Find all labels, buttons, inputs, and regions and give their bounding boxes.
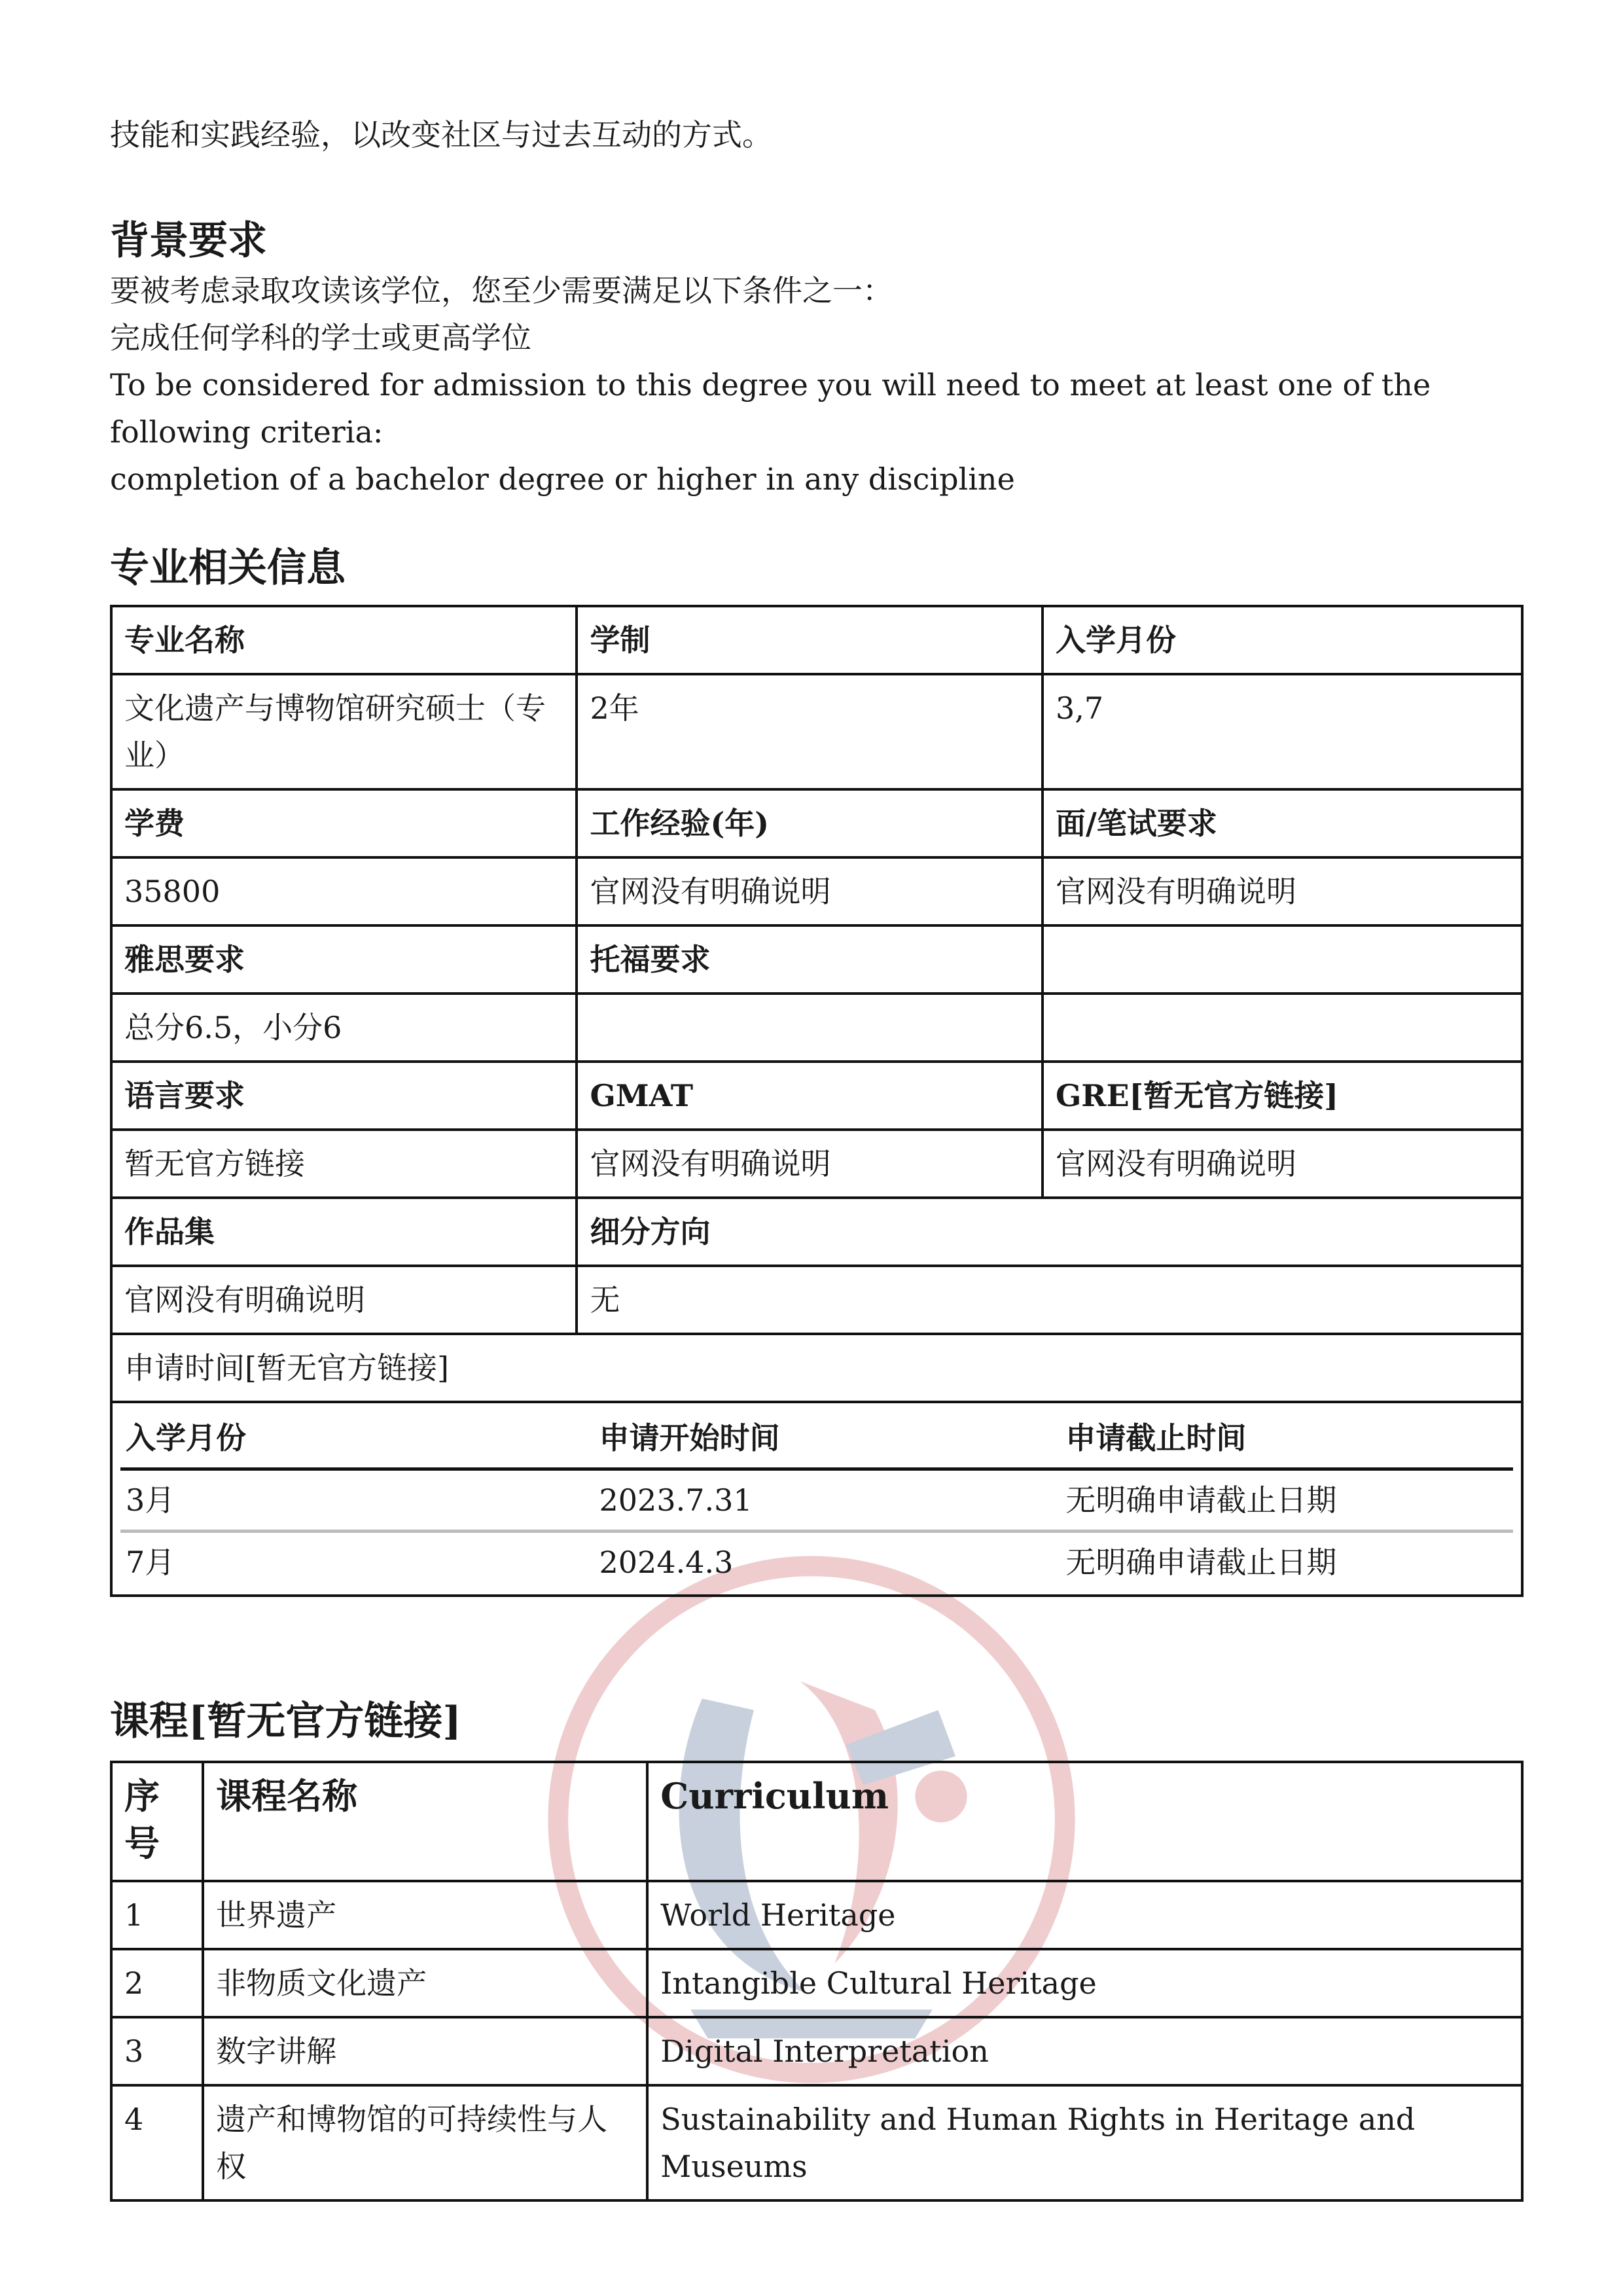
work-experience-label: 工作经验(年) bbox=[577, 789, 1042, 857]
major-label: 专业名称 bbox=[111, 606, 577, 674]
schedule-deadline: 无明确申请截止日期 bbox=[1060, 1469, 1513, 1532]
empty-cell bbox=[1043, 925, 1522, 994]
gmat-label: GMAT bbox=[577, 1062, 1042, 1130]
course-header-index: 序号 bbox=[111, 1762, 203, 1881]
info-heading: 专业相关信息 bbox=[110, 545, 346, 591]
course-curriculum: Sustainability and Human Rights in Heritage and Museums bbox=[647, 2085, 1522, 2200]
application-time-label: 申请时间[暂无官方链接] bbox=[111, 1334, 1522, 1402]
schedule-start: 2024.4.3 bbox=[599, 1545, 734, 1580]
major-value: 文化遗产与博物馆研究硕士（专业） bbox=[111, 674, 577, 789]
background-line-4: completion of a bachelor degree or higher in any discipline bbox=[110, 461, 1015, 497]
gre-value: 官网没有明确说明 bbox=[1043, 1130, 1522, 1198]
duration-value: 2年 bbox=[577, 674, 1042, 789]
application-schedule-table bbox=[120, 1408, 1513, 1592]
page-content bbox=[110, 111, 1524, 2202]
schedule-cell bbox=[111, 1402, 1522, 1596]
schedule-header-deadline: 申请截止时间 bbox=[1060, 1408, 1513, 1469]
course-curriculum: Intangible Cultural Heritage bbox=[647, 1949, 1522, 2017]
interview-value: 官网没有明确说明 bbox=[1043, 857, 1522, 925]
schedule-intake: 7月 bbox=[126, 1545, 175, 1580]
course-header-name: 课程名称 bbox=[203, 1762, 647, 1881]
gre-label: GRE[暂无官方链接] bbox=[1043, 1062, 1522, 1130]
course-index: 4 bbox=[111, 2085, 203, 2200]
portfolio-label: 作品集 bbox=[111, 1198, 577, 1266]
course-curriculum: Digital Interpretation bbox=[647, 2017, 1522, 2085]
course-curriculum: World Heritage bbox=[647, 1881, 1522, 1949]
schedule-header-intake: 入学月份 bbox=[120, 1408, 594, 1469]
background-line-3: To be considered for admission to this degree you will need to meet at least one of the following criteria: bbox=[110, 367, 1431, 450]
background-line-1: 要被考虑录取攻读该学位，您至少需要满足以下条件之一： bbox=[110, 273, 893, 308]
schedule-start: 2023.7.31 bbox=[594, 1469, 1061, 1532]
course-index: 2 bbox=[111, 1949, 203, 2017]
course-name: 世界遗产 bbox=[203, 1881, 647, 1949]
background-heading: 背景要求 bbox=[110, 218, 267, 264]
schedule-header-start: 申请开始时间 bbox=[594, 1408, 1061, 1469]
specialization-label: 细分方向 bbox=[577, 1198, 1522, 1266]
specialization-value: 无 bbox=[577, 1266, 1522, 1334]
empty-cell bbox=[1043, 994, 1522, 1062]
course-index: 1 bbox=[111, 1881, 203, 1949]
courses-heading: 课程[暂无官方链接] bbox=[110, 1698, 461, 1744]
courses-table bbox=[110, 1761, 1524, 2202]
work-experience-value: 官网没有明确说明 bbox=[577, 857, 1042, 925]
interview-label: 面/笔试要求 bbox=[1043, 789, 1522, 857]
course-name: 遗产和博物馆的可持续性与人权 bbox=[203, 2085, 647, 2200]
course-name: 数字讲解 bbox=[203, 2017, 647, 2085]
toefl-label: 托福要求 bbox=[577, 925, 1042, 994]
language-value: 暂无官方链接 bbox=[111, 1130, 577, 1198]
course-name: 非物质文化遗产 bbox=[203, 1949, 647, 2017]
portfolio-value: 官网没有明确说明 bbox=[111, 1266, 577, 1334]
schedule-deadline: 无明确申请截止日期 bbox=[1065, 1545, 1337, 1580]
course-header-curriculum: Curriculum bbox=[647, 1762, 1522, 1881]
ielts-label: 雅思要求 bbox=[111, 925, 577, 994]
background-line-2: 完成任何学科的学士或更高学位 bbox=[110, 320, 531, 355]
info-table bbox=[110, 605, 1524, 1597]
schedule-intake: 3月 bbox=[120, 1469, 594, 1532]
tuition-value: 35800 bbox=[111, 857, 577, 925]
tuition-label: 学费 bbox=[111, 789, 577, 857]
course-index: 3 bbox=[111, 2017, 203, 2085]
duration-label: 学制 bbox=[577, 606, 1042, 674]
language-label: 语言要求 bbox=[111, 1062, 577, 1130]
gmat-value: 官网没有明确说明 bbox=[577, 1130, 1042, 1198]
intro-text: 技能和实践经验，以改变社区与过去互动的方式。 bbox=[110, 117, 772, 152]
toefl-value bbox=[577, 994, 1042, 1062]
intake-label: 入学月份 bbox=[1043, 606, 1522, 674]
ielts-value: 总分6.5，小分6 bbox=[111, 994, 577, 1062]
intake-value: 3,7 bbox=[1043, 674, 1522, 789]
